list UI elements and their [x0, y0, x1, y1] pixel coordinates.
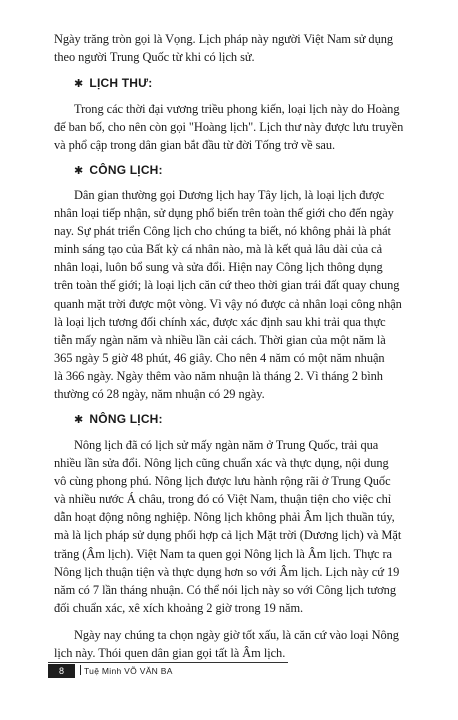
paragraph-intro — [54, 30, 414, 66]
text-line: minh sáng tạo của Bất kỳ cá nhân nào, mà là kết quả lâu dài của cả — [54, 242, 383, 257]
text-line: Ngày nay chúng ta chọn ngày giờ tốt xấu, là căn cứ vào loại Nông — [74, 628, 399, 642]
text-line: thường có 28 ngày, năm nhuận có 29 ngày. — [54, 387, 265, 402]
text-line: lịch này. Thói quen dân gian gọi tất là Âm lịch. — [54, 646, 286, 661]
asterisk-icon: ✱ — [74, 414, 84, 426]
footer-author — [80, 665, 173, 676]
text-line: quanh mặt trời được một vòng. Vì vậy nó được cả nhân loại công nhận — [54, 296, 402, 311]
text-line: đối chuẩn xác, xê xích khoảng 2 giờ trong 19 năm. — [54, 600, 304, 615]
text-line: trên toàn thế giới; là loại lịch căn cứ theo thời gian trái đất quay chung — [54, 278, 400, 293]
text-line: mà là lịch pháp sử dụng phối hợp cả lịch Mặt trời (Dương lịch) và Mặt — [54, 528, 402, 543]
text-line: theo người Trung Quốc từ khi có lịch sử. — [54, 50, 255, 65]
text-line: 365 ngày 5 giờ 48 phút, 46 giây. Cho nên 4 năm có một năm nhuận — [54, 350, 385, 365]
section-heading-cong-lich — [74, 163, 163, 177]
text-line: vô cùng phong phú. Nông lịch được lưu hành rộng rãi ở Trung Quốc — [54, 474, 391, 489]
text-line: Nông lịch đã có lịch sử mấy ngàn năm ở Trung Quốc, trải qua — [74, 438, 379, 452]
text-line: là 366 ngày. Ngày thêm vào năm nhuận là tháng 2. Vì tháng 2 bình — [54, 368, 383, 383]
paragraph-conclusion — [54, 626, 414, 662]
footer-separator — [80, 665, 81, 675]
text-line: Dân gian thường gọi Dương lịch hay Tây lịch, là loại lịch được — [74, 188, 385, 202]
text-line: trăng (Âm lịch). Việt Nam ta quen gọi Nông lịch là Âm lịch. Thực ra — [54, 546, 393, 561]
asterisk-icon: ✱ — [74, 165, 84, 177]
text-line: tiễn mấy ngàn năm và nhiều lần cải cách. Thời gian của một năm là — [54, 332, 386, 347]
text-line: dẫn hoạt động nông nghiệp. Nông lịch không phải Âm lịch thuần túy, — [54, 510, 395, 525]
text-line: nay. Sự phát triển Công lịch cho chúng ta biết, nó không phải là phát — [54, 224, 391, 239]
heading-text: LỊCH THƯ: — [89, 76, 153, 90]
footer-divider — [48, 662, 288, 663]
section-heading-nong-lich — [74, 412, 163, 426]
paragraph-cong-lich — [54, 186, 414, 403]
text-line: nhân loại tiếp nhận, sử dụng phổ biến trên toàn thế giới cho đến ngày — [54, 206, 394, 221]
text-line: Nông lịch thuận tiện và thực dụng hơn so với Âm lịch. Lịch này cứ 19 — [54, 564, 400, 579]
paragraph-lich-thu — [54, 100, 414, 154]
text-line: và phổ cập trong dân gian bắt đầu từ đời Tống trở về sau. — [54, 138, 336, 153]
paragraph-nong-lich — [54, 436, 414, 617]
author-name: Tuệ Minh VÕ VĂN BA — [84, 666, 173, 676]
text-line: năm có 7 lần tháng nhuận. Có thể nói lịch này so với Công lịch tương — [54, 582, 396, 597]
text-line: Trong các thời đại vương triều phong kiến, loại lịch này do Hoàng — [74, 102, 400, 116]
text-line: là loại lịch tương đối chính xác, được xác định sau khi trải qua thực — [54, 314, 386, 329]
text-line: nhân loại, luôn bổ sung và sửa đổi. Hiện nay Công lịch thông dụng — [54, 260, 383, 275]
heading-text: CÔNG LỊCH: — [89, 163, 163, 177]
text-line: Ngày trăng tròn gọi là Vọng. Lịch pháp này người Việt Nam sử dụng — [54, 32, 394, 46]
page-number: 8 — [48, 664, 75, 678]
text-line: nhiều lần sửa đổi. Nông lịch cũng chuẩn xác và thực dụng, nội dung — [54, 456, 389, 471]
text-line: đế ban bố, cho nên còn gọi "Hoàng lịch". Lịch thư này được lưu truyền — [54, 120, 404, 135]
heading-text: NÔNG LỊCH: — [89, 412, 163, 426]
text-line: và nhiều nước Á châu, trong đó có Việt Nam, thuận tiện cho việc chỉ — [54, 492, 392, 507]
asterisk-icon: ✱ — [74, 78, 84, 90]
section-heading-lich-thu — [74, 76, 153, 90]
